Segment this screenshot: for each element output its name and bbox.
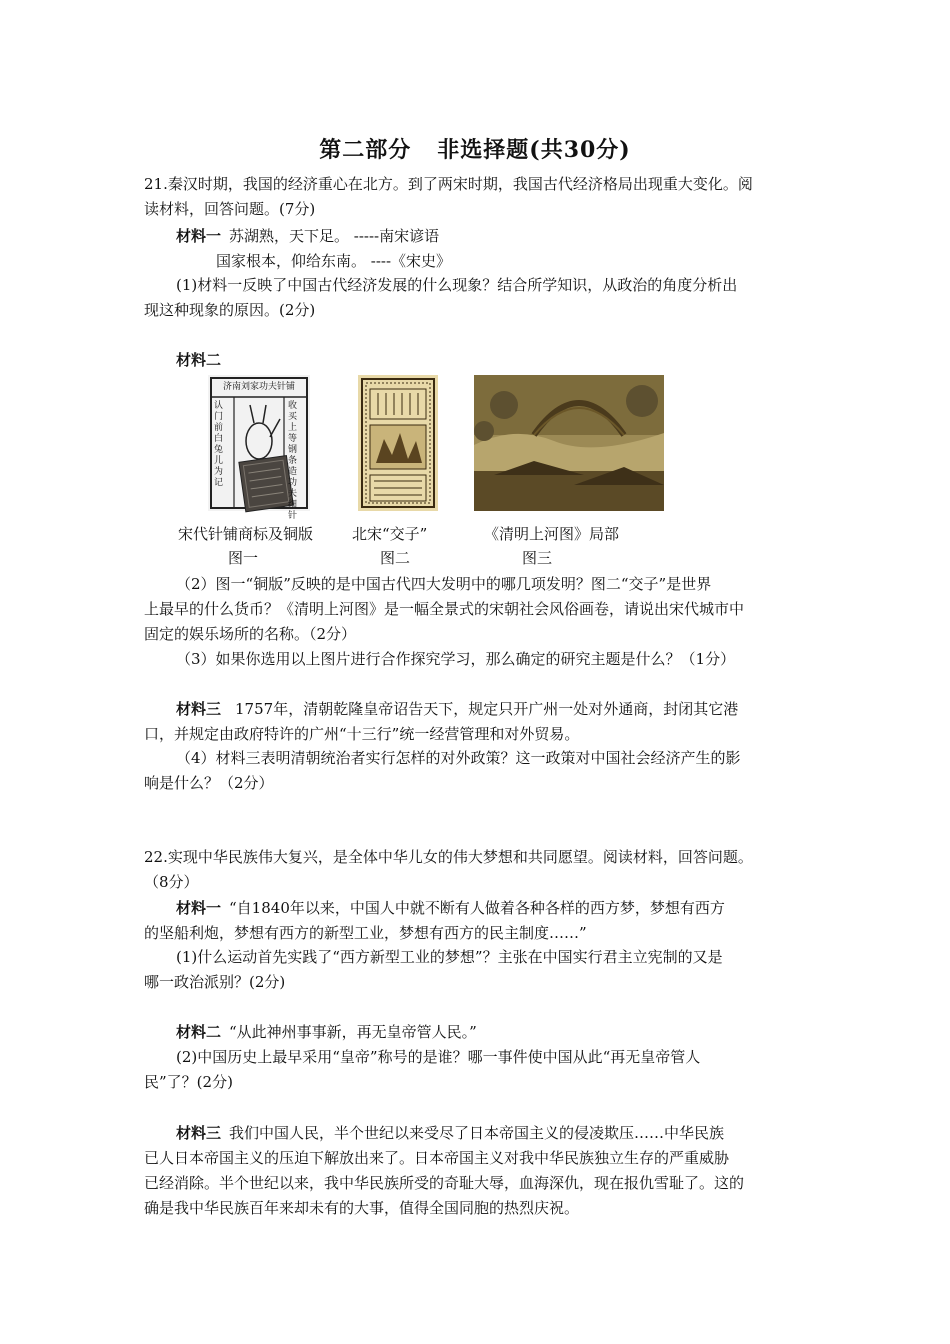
figure1-trademark-image bbox=[208, 375, 310, 521]
material-label: 材料三 bbox=[176, 1124, 222, 1142]
q21-question4-line2: 响是什么？（2分） bbox=[144, 774, 274, 792]
q22-material1-line1 bbox=[176, 896, 809, 921]
material2-figures bbox=[0, 373, 950, 521]
q21-question1-line1: (1)材料一反映了中国古代经济发展的什么现象？结合所学知识，从政治的角度分析出 bbox=[176, 276, 738, 294]
jiaozi-banknote-drawing bbox=[358, 375, 438, 511]
material-text: “从此神州事事新，再无皇帝管人民。” bbox=[229, 1023, 477, 1041]
q22-material2-line1 bbox=[176, 1020, 809, 1045]
material-text: “自1840年以来，中国人中就不断有人做着各种各样的西方梦，梦想有西方 bbox=[229, 899, 725, 917]
q22-question1-line2: 哪一政治派别？(2分) bbox=[144, 973, 286, 991]
figure1-caption: 宋代针铺商标及铜版 bbox=[178, 525, 314, 543]
material-label: 材料二 bbox=[176, 1023, 222, 1041]
material-text: 1757年，清朝乾隆皇帝诏告天下，规定只开广州一处对外通商，封闭其它港 bbox=[235, 700, 739, 718]
q21-material3-line2: 口，并规定由政府特许的广州“十三行”统一经营管理和对外贸易。 bbox=[144, 725, 580, 743]
q21-question3-line1: （3）如果你选用以上图片进行合作探究学习，那么确定的研究主题是什么？（1分） bbox=[176, 650, 736, 668]
q21-material1-line2: 国家根本，仰给东南。 ----《宋史》 bbox=[216, 252, 452, 270]
q22-question1-line1: (1)什么运动首先实践了“西方新型工业的梦想”？主张在中国实行君主立宪制的又是 bbox=[176, 948, 723, 966]
q21-question1-line2: 现这种现象的原因。(2分) bbox=[144, 301, 316, 319]
section-name: 非选择题(共30分) bbox=[437, 137, 631, 163]
figure1-top-inscription: 济南刘家功夫针铺 bbox=[222, 382, 295, 392]
material-label: 材料三 bbox=[176, 700, 222, 718]
q21-question2-line2: 上最早的什么货币？《清明上河图》是一幅全景式的宋朝社会风俗画卷，请说出宋代城市中 bbox=[144, 600, 745, 618]
q21-material3-line1 bbox=[176, 697, 809, 722]
q22-material3-line3: 已经消除。半个世纪以来，我中华民族所受的奇耻大辱，血海深仇，现在报仇雪耻了。这的 bbox=[144, 1174, 745, 1192]
material-text: 苏湖熟，天下足。 -----南宋谚语 bbox=[229, 227, 440, 245]
q21-material1-line1 bbox=[176, 224, 809, 249]
material-label: 材料一 bbox=[176, 227, 222, 245]
figure2-jiaozi-image bbox=[358, 375, 438, 511]
q21-intro-line1: 21.秦汉时期，我国的经济重心在北方。到了两宋时期，我国古代经济格局出现重大变化。阅 bbox=[144, 175, 753, 193]
figure2-number: 图二 bbox=[380, 549, 411, 567]
q22-intro-line1: 22.实现中华民族伟大复兴，是全体中华儿女的伟大梦想和共同愿望。阅读材料，回答问题。 bbox=[144, 848, 753, 866]
q22-question2-line1: (2)中国历史上最早采用“皇帝”称号的是谁？哪一事件使中国从此“再无皇帝管人 bbox=[176, 1048, 701, 1066]
figure3-caption: 《清明上河图》局部 bbox=[484, 525, 620, 543]
q21-intro-line2: 读材料，回答问题。(7分) bbox=[144, 200, 316, 218]
figure1-right-inscription: 收买上等钢条造功夫细针 bbox=[288, 401, 298, 521]
q21-material2-label: 材料二 bbox=[176, 351, 222, 369]
figure1-left-inscription: 认门前白兔儿为记 bbox=[214, 401, 224, 488]
material-label: 材料一 bbox=[176, 899, 222, 917]
q21-question2-line3: 固定的娱乐场所的名称。（2分） bbox=[144, 625, 357, 643]
q22-material1-line2: 的坚船利炮，梦想有西方的新型工业，梦想有西方的民主制度……” bbox=[144, 924, 587, 942]
section-title bbox=[0, 133, 950, 164]
figure3-qingming-painting-image bbox=[474, 375, 664, 511]
q22-question2-line2: 民”了？(2分) bbox=[144, 1073, 233, 1091]
figure2-caption: 北宋“交子” bbox=[352, 525, 428, 543]
q22-material3-line4: 确是我中华民族百年来却未有的大事，值得全国同胞的热烈庆祝。 bbox=[144, 1199, 580, 1217]
q22-material3-line1 bbox=[176, 1121, 809, 1146]
section-part: 第二部分 bbox=[319, 137, 412, 163]
qingming-scroll-drawing bbox=[474, 375, 664, 511]
figure3-number: 图三 bbox=[522, 549, 553, 567]
figure1-number: 图一 bbox=[228, 549, 259, 567]
q22-intro-line2: （8分） bbox=[144, 873, 199, 891]
q22-material3-line2: 已人日本帝国主义的压迫下解放出来了。日本帝国主义对我中华民族独立生存的严重威胁 bbox=[144, 1149, 730, 1167]
q21-question4-line1: （4）材料三表明清朝统治者实行怎样的对外政策？这一政策对中国社会经济产生的影 bbox=[176, 749, 741, 767]
q21-question2-line1: （2）图一“铜版”反映的是中国古代四大发明中的哪几项发明？图二“交子”是世界 bbox=[176, 575, 712, 593]
material-text: 我们中国人民，半个世纪以来受尽了日本帝国主义的侵凌欺压……中华民族 bbox=[229, 1124, 725, 1142]
